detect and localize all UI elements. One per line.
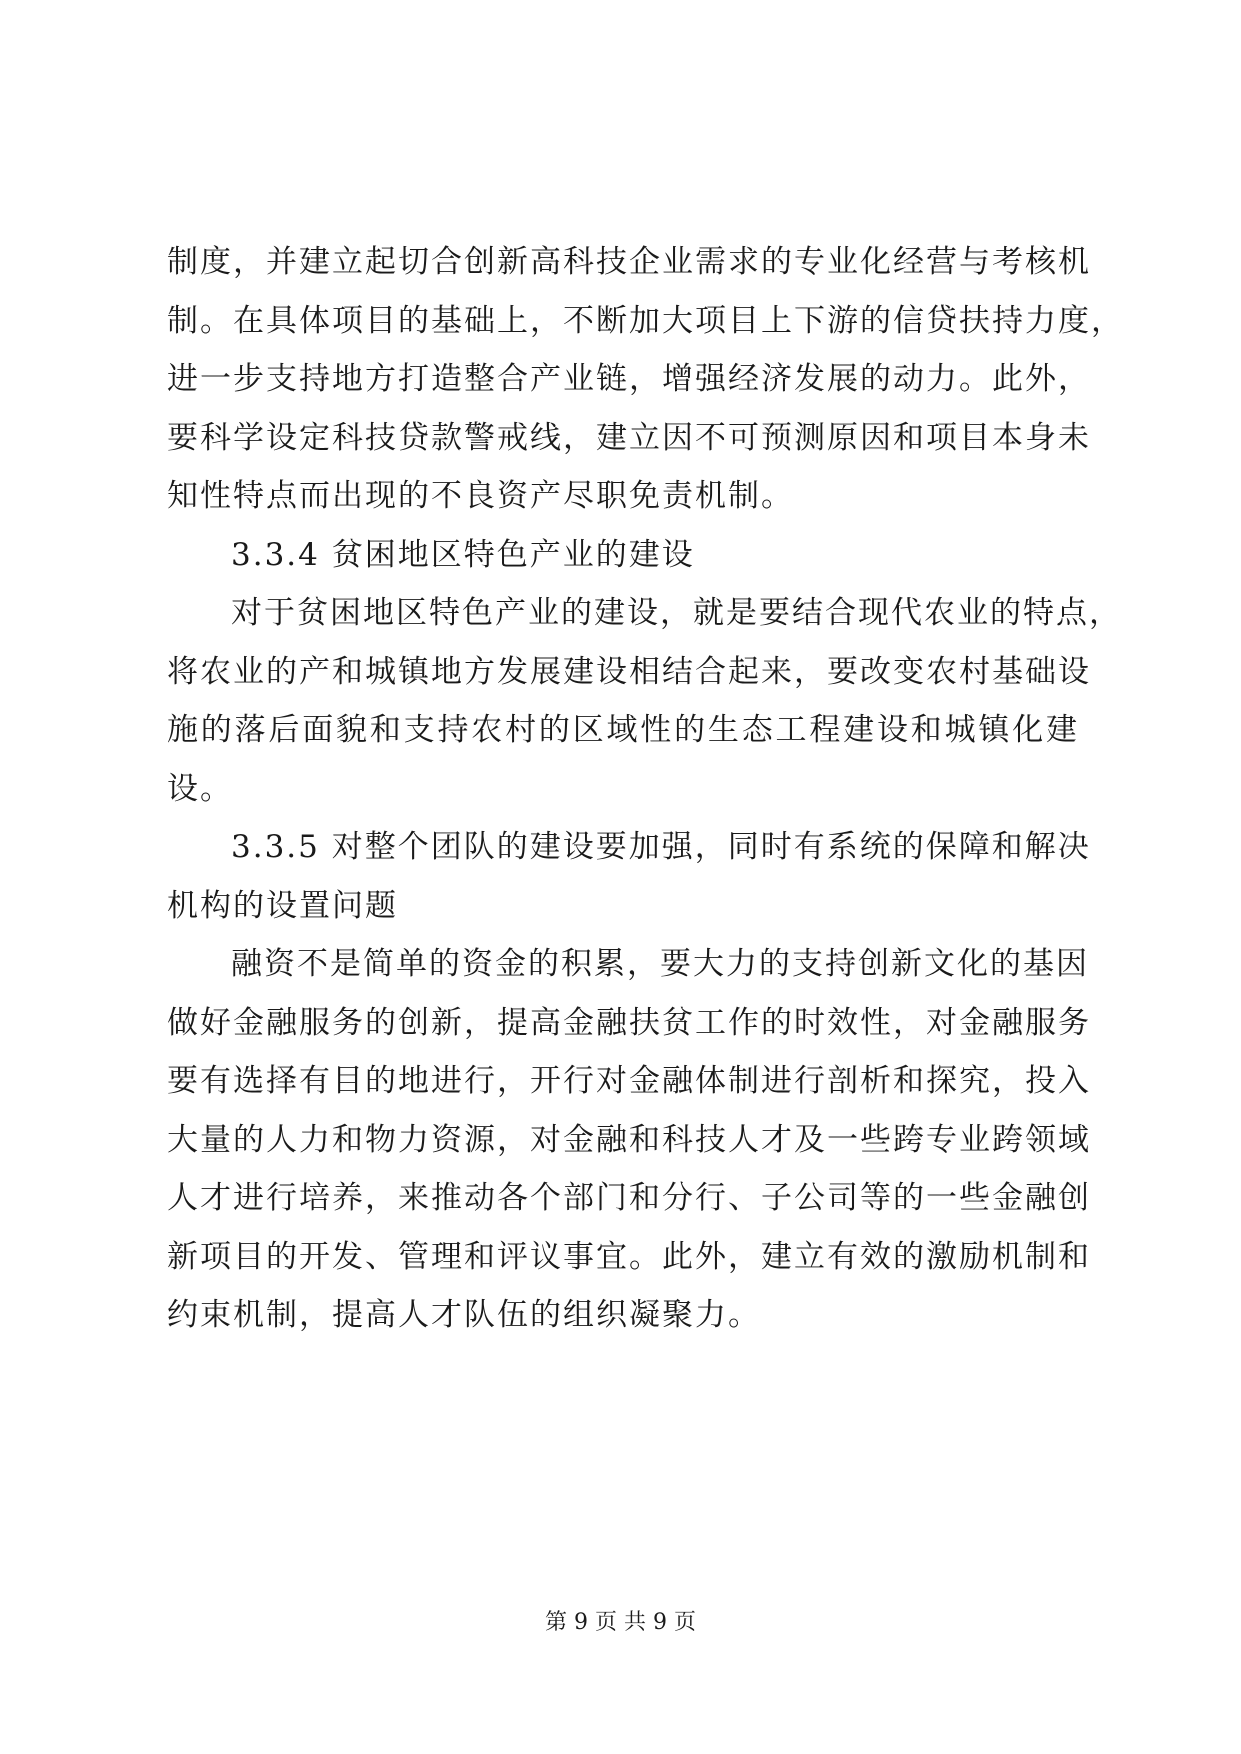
paragraph-line: 设。 bbox=[167, 770, 233, 807]
paragraph-line: 要科学设定科技贷款警戒线，建立因不可预测原因和项目本身未 bbox=[167, 419, 1091, 456]
paragraph-line: 制度，并建立起切合创新高科技企业需求的专业化经营与考核机 bbox=[167, 244, 1091, 280]
paragraph-line: 要有选择有目的地进行，开行对金融体制进行剖析和探究，投入 bbox=[167, 1063, 1091, 1099]
paragraph-line: 做好金融服务的创新，提高金融扶贫工作的时效性，对金融服务 bbox=[167, 1004, 1091, 1041]
paragraph-line: 对于贫困地区特色产业的建设，就是要结合现代农业的特点， bbox=[231, 595, 1122, 631]
paragraph-line: 将农业的产和城镇地方发展建设相结合起来，要改变农村基础设 bbox=[167, 653, 1091, 690]
paragraph-line: 人才进行培养，来推动各个部门和分行、子公司等的一些金融创 bbox=[167, 1180, 1091, 1216]
paragraph-line: 施的落后面貌和支持农村的区域性的生态工程建设和城镇化建 bbox=[167, 712, 1079, 748]
paragraph-line: 约束机制，提高人才队伍的组织凝聚力。 bbox=[167, 1297, 761, 1333]
section-heading-3-3-5-cont: 机构的设置问题 bbox=[167, 887, 398, 924]
paragraph-line: 知性特点而出现的不良资产尽职免责机制。 bbox=[167, 478, 794, 514]
paragraph-line: 进一步支持地方打造整合产业链，增强经济发展的动力。此外， bbox=[167, 361, 1091, 397]
paragraph-line: 制。在具体项目的基础上，不断加大项目上下游的信贷扶持力度， bbox=[167, 302, 1124, 339]
section-heading-3-3-4: 3.3.4 贫困地区特色产业的建设 bbox=[231, 536, 695, 573]
document-body bbox=[167, 233, 1124, 1345]
paragraph-line: 大量的人力和物力资源，对金融和科技人才及一些跨专业跨领域 bbox=[167, 1121, 1091, 1158]
paragraph-line: 新项目的开发、管理和评议事宜。此外，建立有效的激励机制和 bbox=[167, 1238, 1091, 1275]
paragraph-line: 融资不是简单的资金的积累，要大力的支持创新文化的基因 bbox=[231, 946, 1089, 982]
page-number-footer: 第 9 页 共 9 页 bbox=[545, 1610, 696, 1635]
section-heading-3-3-5: 3.3.5 对整个团队的建设要加强，同时有系统的保障和解决 bbox=[231, 829, 1091, 865]
